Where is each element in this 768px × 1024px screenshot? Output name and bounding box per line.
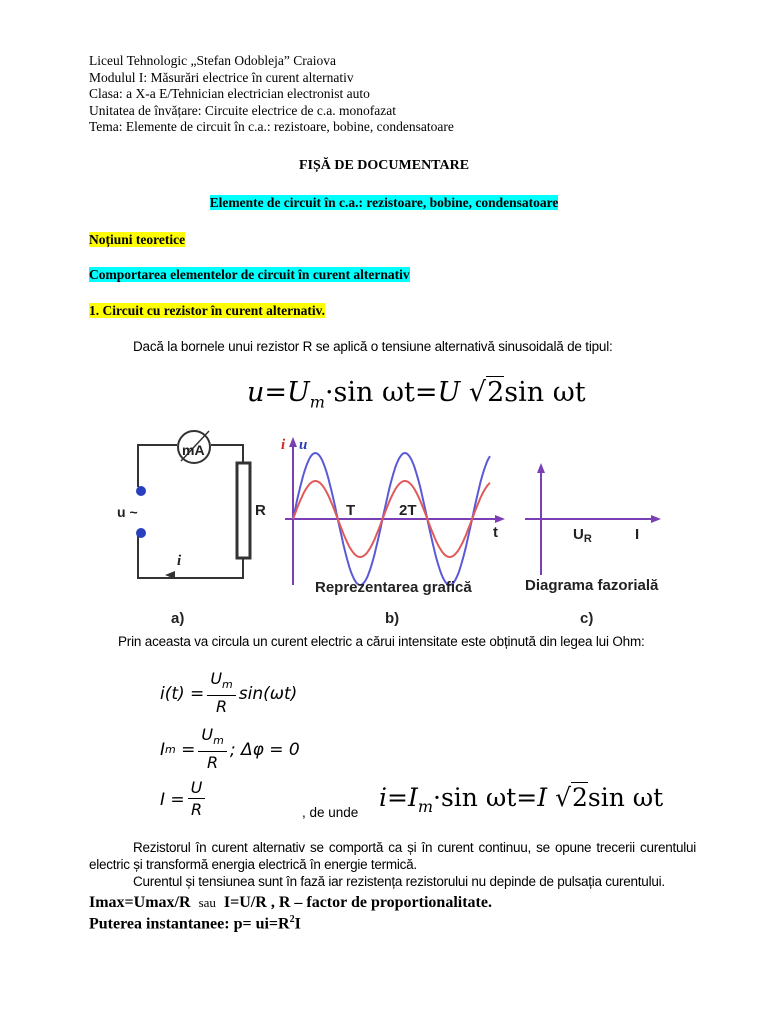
eq-u-U: U — [287, 377, 310, 408]
formula-I — [160, 778, 208, 821]
imax-text: Imax=Umax/R — [89, 894, 191, 911]
comportare-text: Comportarea elementelor de circuit în curent alternativ — [89, 267, 410, 282]
f2-fraction — [198, 725, 226, 774]
power-formula-line — [89, 914, 301, 933]
eq-i-two: 2 — [572, 783, 588, 812]
resistor-ac-figure — [105, 425, 690, 630]
phasor-diagram — [525, 463, 661, 575]
current-label: i — [177, 553, 182, 569]
de-unde-text: , de unde — [302, 805, 359, 820]
eq-i-equals: = — [387, 783, 408, 812]
f1-num-sub: m — [222, 678, 233, 692]
period-2T-label: 2T — [399, 502, 417, 519]
f1-den: R — [215, 697, 228, 717]
paragraph-2: Prin aceasta va circula un curent electric a cărui intensitate este obținută din legea lui Ohm: — [118, 634, 645, 649]
f2-den: R — [207, 753, 219, 773]
f3-den: R — [190, 800, 203, 819]
f2-num-sub: m — [213, 734, 224, 748]
axis-u-label: u — [299, 437, 308, 453]
document-header — [89, 53, 454, 136]
f1-lhs: i(t) = — [160, 683, 205, 704]
f3-num: U — [188, 778, 206, 799]
f2-lhs: I — [160, 739, 166, 760]
eq-i-m: m — [417, 797, 434, 816]
label-b: b) — [385, 610, 400, 627]
waveform-graph — [285, 437, 505, 585]
section-1-text: 1. Circuit cu rezistor în curent alternativ. — [89, 303, 325, 318]
period-T-label: T — [346, 502, 356, 519]
header-unit: Unitatea de învățare: Circuite electrice de c.a. monofazat — [89, 102, 396, 118]
f2-rhs: ; Δφ = 0 — [229, 739, 300, 760]
header-class: Clasa: a X-a E/Tehnician electrician electronist auto — [89, 86, 370, 102]
eq-u-U2: U — [437, 377, 461, 408]
label-a: a) — [171, 610, 185, 627]
header-module: Modulul I: Măsurări electrice în curent alternativ — [89, 69, 354, 85]
paragraph-1: Dacă la bornele unui rezistor R se aplică o tensiune alternativă sinusoidală de tipul: — [133, 339, 613, 354]
phasor-caption: Diagrama fazorială — [525, 577, 659, 594]
f1-fraction — [207, 669, 235, 718]
meter-label: mA — [182, 442, 205, 458]
f1-num: U — [210, 669, 223, 688]
paragraph-3: Rezistorul în curent alternativ se comportă ca și în curent continuu, se opune trecerii curentului electric și transformă energia electrică în energie termică. — [89, 840, 696, 872]
phasor-U: U — [573, 526, 584, 543]
section-1-heading — [89, 303, 325, 319]
f2-num: U — [201, 725, 214, 744]
voltage-equation — [247, 377, 586, 411]
eq-i-I2: I — [537, 783, 548, 812]
notiuni-heading — [89, 232, 185, 248]
eq-i-sqrt: √2 — [555, 783, 588, 812]
eq-u-equals: = — [264, 377, 288, 408]
resistor-label: R — [255, 502, 266, 519]
eq-i-symbol: i — [379, 783, 387, 812]
subtitle-text: Elemente de circuit în c.a.: rezistoare, bobine, condensatoare — [209, 195, 559, 210]
formula-i-t — [160, 669, 297, 718]
imax-sau: sau — [198, 895, 216, 910]
imax-ohm: I=U/R — [223, 894, 267, 911]
eq-i-equals2: = — [516, 783, 538, 812]
comportare-heading — [89, 267, 410, 283]
eq-u-sin: ·sin ωt — [324, 377, 415, 408]
phasor-I-label: I — [635, 526, 640, 543]
document-title: FIȘĂ DE DOCUMENTARE — [298, 158, 470, 173]
formula-Im — [160, 725, 300, 774]
eq-i-sin: ·sin ωt — [433, 783, 517, 812]
axis-i-label: i — [281, 437, 286, 453]
eq-u-equals2: = — [414, 377, 438, 408]
label-c: c) — [580, 610, 594, 627]
imax-formula-line — [89, 894, 492, 912]
power-end: I — [294, 915, 301, 933]
f2-lhs-sub: m — [165, 743, 176, 757]
phasor-R-sub: R — [583, 533, 592, 545]
eq-u-end: sin ωt — [504, 377, 586, 408]
graph-caption: Reprezentarea grafică — [315, 579, 472, 596]
document-subtitle — [0, 195, 768, 211]
eq-u-m: m — [309, 392, 325, 412]
imax-factor: , R – factor de proportionalitate. — [270, 894, 492, 911]
power-sup: 2 — [289, 914, 295, 925]
eq-i-end: sin ωt — [587, 783, 664, 812]
paragraph-4: Curentul și tensiunea sunt în fază iar rezistența rezistorului nu depinde de pulsația curentului. — [133, 874, 665, 889]
time-axis-label: t — [493, 524, 498, 541]
eq-u-symbol: u — [247, 377, 265, 408]
f3-lhs: I = — [160, 789, 185, 810]
f1-rhs: sin(ωt) — [238, 683, 298, 704]
current-equation — [379, 783, 663, 816]
f3-fraction — [188, 778, 206, 821]
source-label: u ~ — [117, 504, 138, 520]
notiuni-text: Noțiuni teoretice — [89, 232, 186, 247]
eq-i-I: I — [407, 783, 418, 812]
header-topic: Tema: Elemente de circuit în c.a.: rezistoare, bobine, condensatoare — [89, 119, 454, 135]
power-text: Puterea instantanee: p= ui=R — [89, 915, 290, 933]
header-school: Liceul Tehnologic „Stefan Odobleja” Craiova — [89, 53, 336, 68]
phasor-UR-label — [573, 526, 592, 545]
f2-eq: = — [181, 739, 196, 760]
eq-u-two: 2 — [487, 377, 505, 408]
eq-u-sqrt: √2 — [468, 377, 505, 408]
